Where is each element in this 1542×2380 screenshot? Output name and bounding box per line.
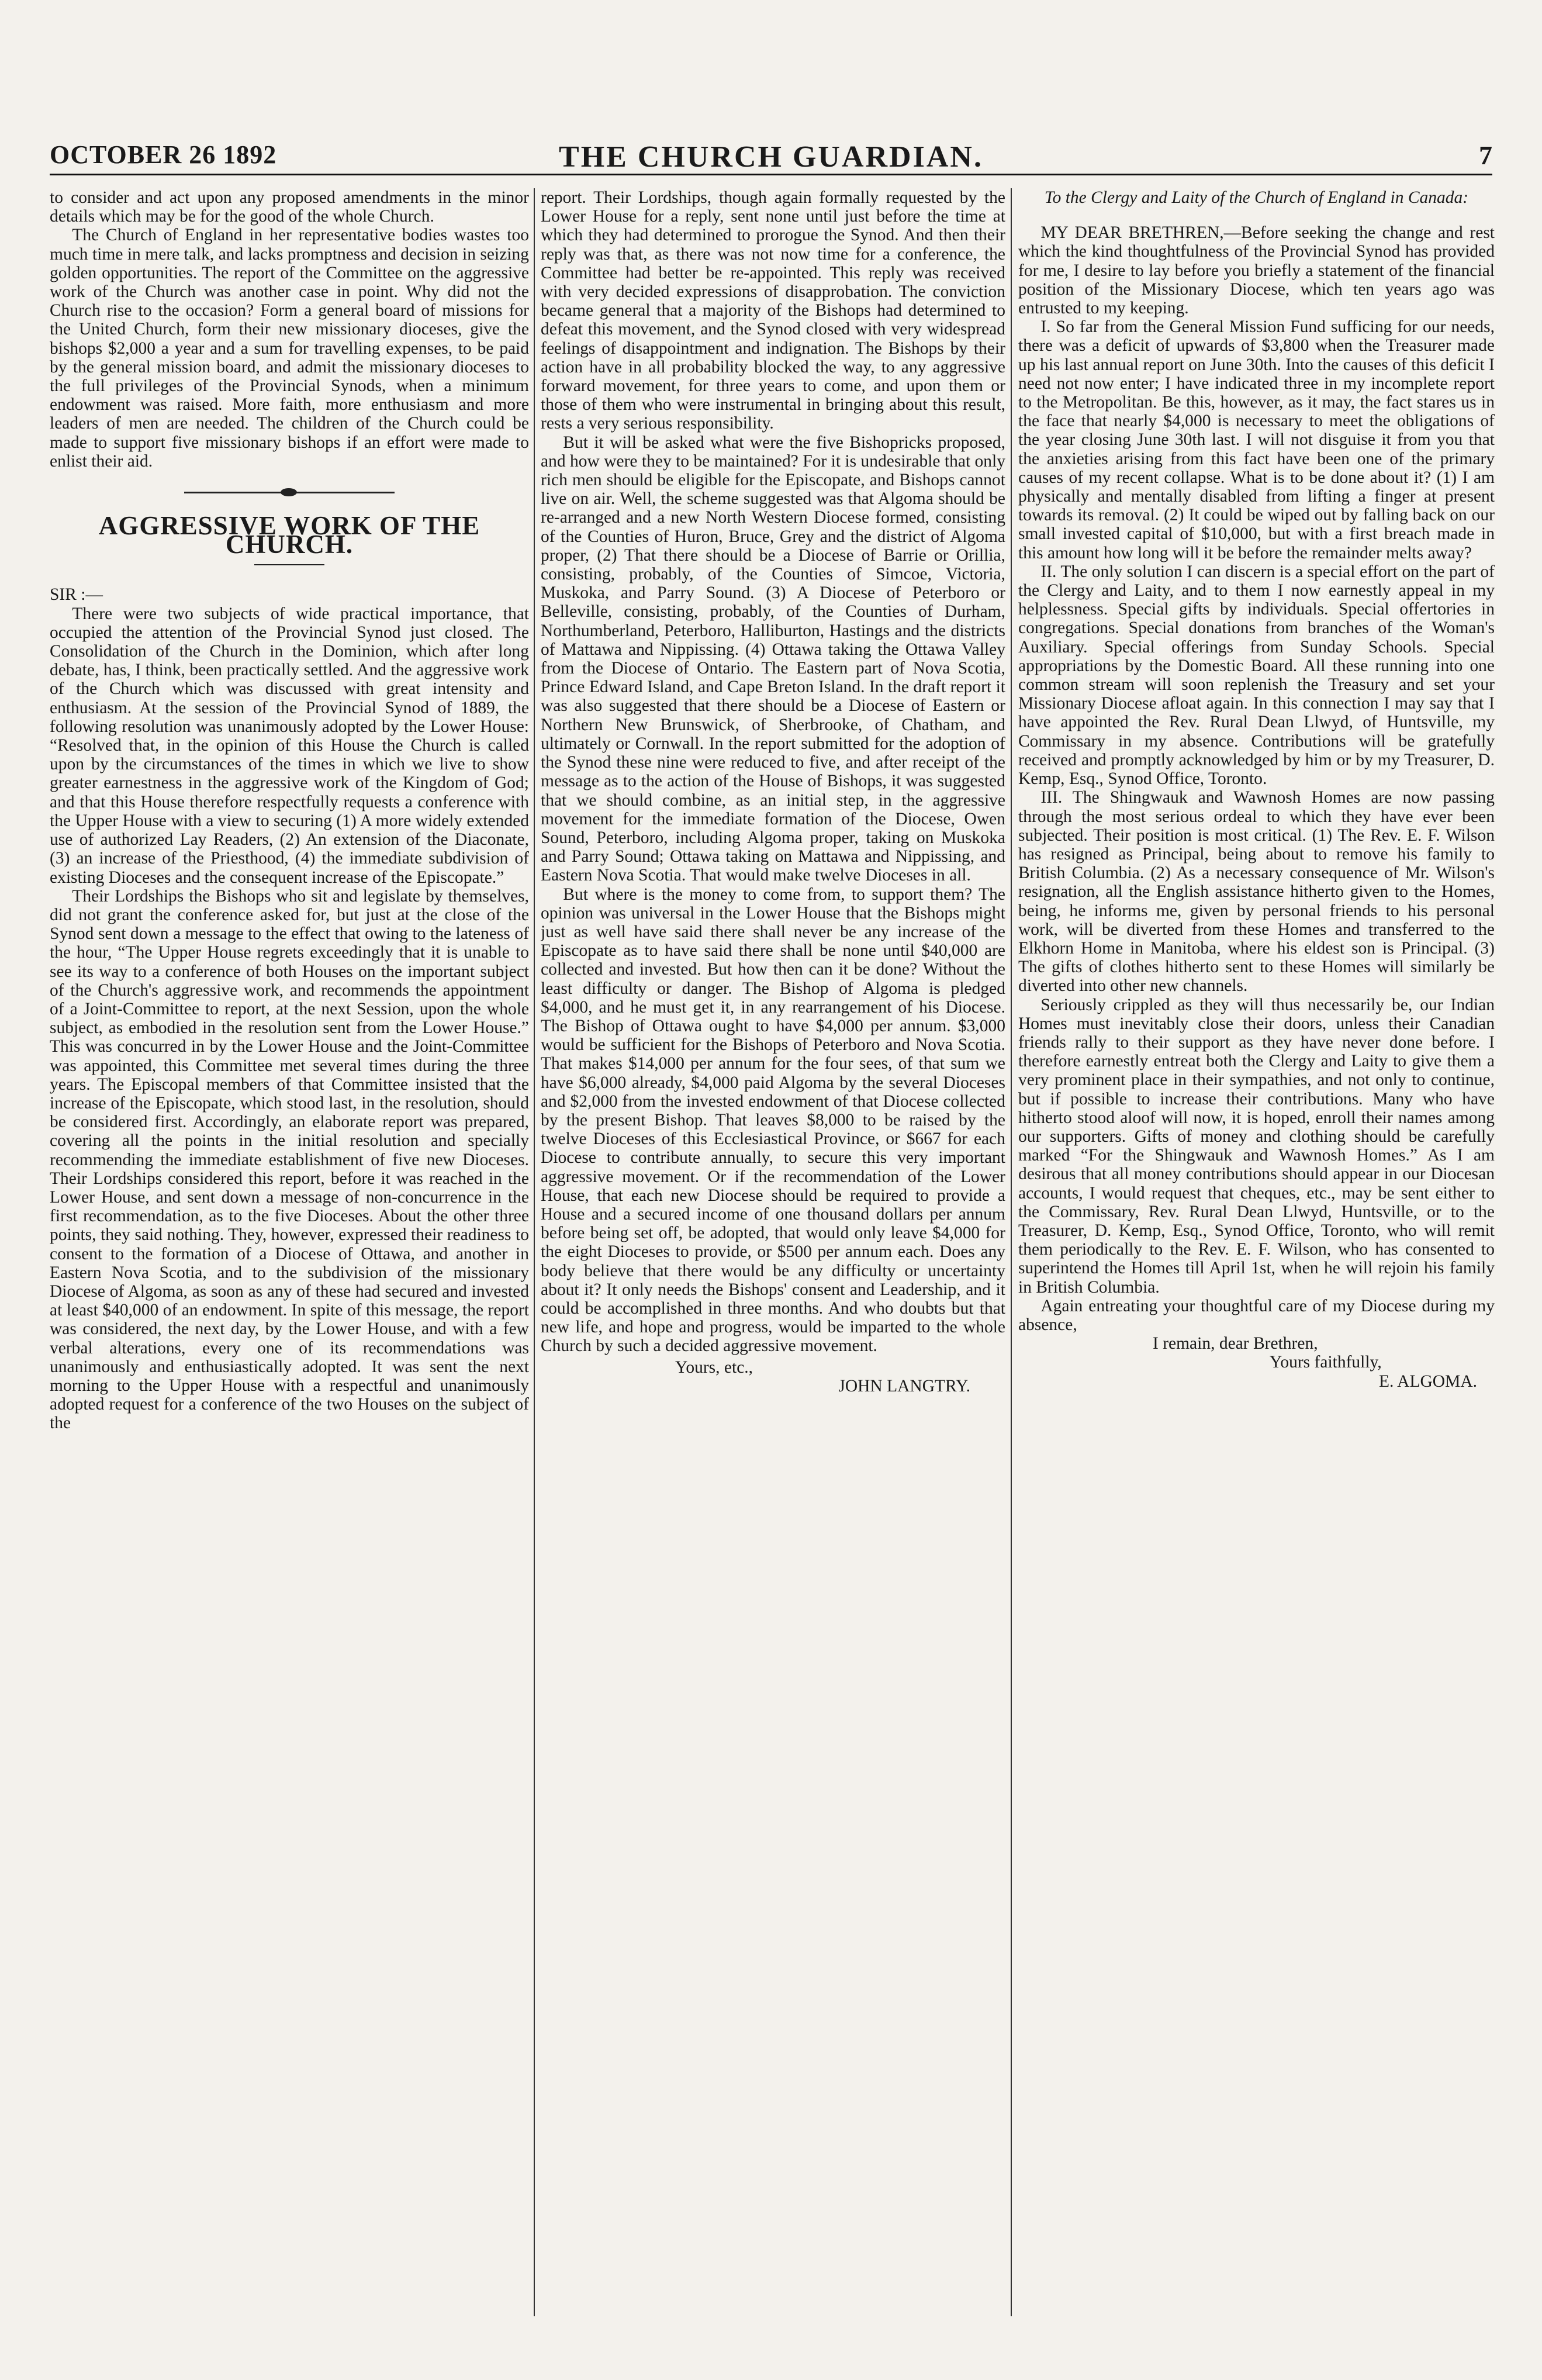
masthead	[50, 132, 1492, 175]
letter-paragraph: Their Lordships the Bishops who sit and legislate by themselves, did not grant the conference asked for, but just at the close of the Synod sent down a message to the effect that owing to the lateness of the hour, “The Upper House regrets exceedingly that it is unable to see its way to a conference of both Houses on the important subject of the Church's aggressive work, and recommends the appointment of a Joint-Committee to report, at the next Session, upon the whole subject, as embodied in the resolution sent from the Lower House.” This was concurred in by the Lower House and the Joint-Committee was appointed, this Committee met several times during the three years. The Episcopal members of that Committee insisted that the increase of the Episcopate, which stood last, in the resolution, should be considered first. Accordingly, an elaborate report was prepared, covering all the points in the initial resolution and specially recommending the immediate establishment of five new Dioceses. Their Lordships considered this report, before it was reached in the Lower House, and sent down a message of non-concurrence in the first recommendation, as to the five Dioceses. About the other three points, they said nothing. They, however, expressed their readiness to consent to the formation of a Diocese of Ottawa, and another in Eastern Nova Scotia, and to the subdivision of the missionary Diocese of Algoma, as soon as any of these had secured and invested at least $40,000 of an endowment. In spite of this message, the report was considered, the next day, by the Lower House, and with a few verbal alterations, every one of its recommendations was unanimously and enthusiastically adopted. It was sent the next morning to the Upper House with a respectful and unanimously adopted request for a conference of the two Houses on the subject of the	[50, 886, 529, 1433]
letter-paragraph: MY DEAR BRETHREN,—Before seeking the change and rest which the kind thoughtfulness of the Provincial Synod has provided for me, I desire to lay before you briefly a statement of the financial position of the Missionary Diocese, which ten years ago was entrusted to my keeping.	[1018, 223, 1495, 318]
letter-paragraph: There were two subjects of wide practical importance, that occupied the attention of the Provincial Synod just closed. The Consolidation of the Church in the Dominion, which after long debate, has, I think, been practically settled. And the aggressive work of the Church which was discussed with great intensity and enthusiasm. At the session of the Provincial Synod of 1889, the following resolution was unanimously adopted by the Lower House: “Resolved that, in the opinion of this House the Church is called upon by the circumstances of the times in which we live to show greater earnestness in the aggressive work of the Kingdom of God; and that this House therefore respectfully requests a conference with the Upper House with a view to securing (1) A more widely extended use of authorized Lay Readers, (2) An extension of the Diaconate, (3) an increase of the Priesthood, (4) the immediate subdivision of existing Dioceses and the consequent increase of the Episcopate.”	[50, 604, 529, 887]
letter-paragraph: I. So far from the General Mission Fund sufficing for our needs, there was a deficit of upwards of $3,800 when the Treasurer made up his last annual report on June 30th. Into the causes of this deficit I need not now enter; I have indicated three in my incomplete report to the Metropolitan. Be this, however, as it may, the fact stares us in the face that nearly $4,000 is necessary to meet the obligations of the year closing June 30th last. I will not disguise it from you that the anxieties arising from this fact have been one of the primary causes of my recent collapse. What is to be done about it? (1) I am physically and mentally disabled from lifting a finger at present towards its removal. (2) It could be wiped out by falling back on our small invested capital of $10,000, but with a first breach made in this amount how long will it be before the remainder melts away?	[1018, 317, 1495, 562]
letter-paragraph: Again entreating your thoughtful care of my Diocese during my absence,	[1018, 1296, 1495, 1334]
newspaper-title: THE CHURCH GUARDIAN.	[559, 140, 983, 174]
column-3	[1018, 188, 1495, 2322]
article-paragraph: to consider and act upon any proposed amendments in the minor details which may be for the good of the whole Church.	[50, 188, 529, 226]
letter-paragraph: But where is the money to come from, to support them? The opinion was universal in the Lower House that the Bishops might just as well have said there shall never be any increase of the Episcopate as to have said there shall be none until $40,000 are collected and invested. But how then can it be done? Without the least difficulty or danger. The Bishop of Algoma is pledged $4,000, and he must get it, in any rearrangement of his Diocese. The Bishop of Ottawa ought to have $4,000 per annum. $3,000 would be sufficient for the Bishops of Peterboro and Nova Scotia. That makes $14,000 per annum for the four sees, of that sum we have $6,000 already, $4,000 paid Algoma by the several Dioceses and $2,000 from the invested endowment of that Diocese collected by the present Bishop. That leaves $8,000 to be raised by the twelve Dioceses of this Ecclesiastical Province, or $667 for each Diocese to contribute annually, to secure this very important aggressive movement. Or if the recommendation of the Lower House, that each new Diocese should be required to provide a House and a secured income of one thousand dollars per annum before being set off, be adopted, that would only leave $4,000 for the eight Dioceses to provide, or $500 per annum each. Does any body believe that there would be any difficulty or uncertainty about it? It only needs the Bishops' consent and Leadership, and it could be accomplished in three months. And who doubts but that new life, and hope and progress, would be imparted to the whole Church by such a decided aggressive movement.	[541, 885, 1005, 1356]
issue-date: OCTOBER 26 1892	[50, 140, 277, 169]
column-divider	[534, 188, 535, 2316]
letter-paragraph: Seriously crippled as they will thus necessarily be, our Indian Homes must inevitably close their doors, unless their Canadian friends rally to their support as they have never done before. I therefore earnestly entreat both the Clergy and Laity to give them a very prominent place in their sympathies, and not only to continue, but if possible to increase their contributions. Many who have hitherto stood aloof will now, it is hoped, enroll their names among our supporters. Gifts of money and clothing should be carefully marked “For the Shingwauk and Wawnosh Homes.” As I am desirous that all money contributions should appear in our Diocesan accounts, I would request that cheques, etc., may be sent either to the Commissary, Rev. Rural Dean Llwyd, Huntsville, or to the Treasurer, D. Kemp, Esq., Synod Office, Toronto, who will remit them periodically to the Rev. E. F. Wilson, who has consented to superintend the Homes till April 1st, when he will rejoin his family in British Columbia.	[1018, 995, 1495, 1297]
letter-closing: Yours, etc.,	[675, 1357, 753, 1377]
letter-paragraph: II. The only solution I can discern is a special effort on the part of the Clergy and Laity, and to them I now earnestly appeal in my helplessness. Special gifts by individuals. Special offertories in congregations. Special donations from branches of the Woman's Auxiliary. Special offerings from Sunday Schools. Special appropriations by the Domestic Board. All these running into one common stream will soon replenish the Treasury and set your Missionary Diocese afloat again. In this connection I may say that I have appointed the Rev. Rural Dean Llwyd, of Huntsville, my Commissary in my absence. Contributions will be gratefully received and promptly acknowledged by him or by my Treasurer, D. Kemp, Esq., Synod Office, Toronto.	[1018, 562, 1495, 789]
column-2	[541, 188, 1005, 2322]
page-number: 7	[1479, 140, 1492, 170]
letter-salutation: SIR :—	[50, 585, 103, 605]
letter-paragraph: report. Their Lordships, though again formally requested by the Lower House for a reply, sent none until just before the time at which they had determined to prorogue the Synod. And then their reply was that, as there was not now time for a conference, the Committee had better be re-appointed. This reply was received with very decided expressions of disapprobation. The conviction became general that a majority of the Bishops had determined to defeat this movement, and the Synod closed with very widespread feelings of disappointment and indignation. The Bishops by their action have in all probability blocked the way, to any aggressive forward movement, for three years to come, and upon them or those of them who were instrumental in bringing about this result, rests a very serious responsibility.	[541, 188, 1005, 433]
letter-paragraph: III. The Shingwauk and Wawnosh Homes are now passing through the most serious ordeal to which they have ever been subjected. Their position is most critical. (1) The Rev. E. F. Wilson has resigned as Principal, being about to remove his family to British Columbia. (2) As a necessary consequence of Mr. Wilson's resignation, all the English assistance hitherto given to the Homes, being, he informs me, given by personal friends to his personal work, will be diverted from these Homes and transferred to the Elkhorn Home in Manitoba, where his eldest son is Principal. (3) The gifts of clothes hitherto sent to these Homes will similarly be diverted into other new channels.	[1018, 788, 1495, 996]
letter-signature: JOHN LANGTRY.	[838, 1376, 970, 1395]
column-divider	[1011, 188, 1012, 2316]
section-title: AGGRESSIVE WORK OF THE CHURCH.	[98, 511, 480, 559]
letter-paragraph: But it will be asked what were the five Bishopricks proposed, and how were they to be maintained? For it is undesirable that only rich men should be eligible for the Episcopate, and Bishops cannot live on air. Well, the scheme suggested was that Algoma should be re-arranged and a new North Western Diocese formed, consisting of the Counties of Huron, Bruce, Grey and the district of Algoma proper, (2) That there should be a Diocese of Barrie or Orillia, consisting, probably, of the Counties of Simcoe, Victoria, Muskoka, and Parry Sound. (3) A Diocese of Peterboro or Belleville, consisting, probably, of the Counties of Durham, Northumberland, Peterboro, Halliburton, Hastings and the districts of Mattawa and Nippissing. (4) Ottawa taking the Ottawa Valley from the Diocese of Ontario. The Eastern part of Nova Scotia, Prince Edward Island, and Cape Breton Island. In the draft report it was also suggested that there should be a Diocese of Eastern or Northern New Brunswick, of Sherbrooke, of Chatham, and ultimately or Cornwall. In the report submitted for the adoption of the Synod these nine were reduced to five, and after receipt of the message as to the action of the House of Bishops, it was suggested that we should combine, as an initial step, in the aggressive movement for the immediate formation of the Diocese, Owen Sound, Peterboro, including Algoma proper, taking on Muskoka and Parry Sound; Ottawa taking on Mattawa and Nippissing, and Eastern Nova Scotia. That would make twelve Dioceses in all.	[541, 433, 1005, 885]
letter-closing: Yours faithfully,	[1270, 1353, 1382, 1372]
letter-closing: I remain, dear Brethren,	[1153, 1334, 1318, 1353]
letter-address: To the Clergy and Laity of the Church of England in Canada:	[1044, 188, 1469, 207]
title-underline	[254, 564, 324, 565]
article-paragraph: The Church of England in her representative bodies wastes too much time in mere talk, and lacks promptness and decision in seizing golden opportunities. The report of the Committee on the aggressive work of the Church was another case in point. Why did not the Church rise to the occasion? Form a general board of missions for the United Church, form their new missionary dioceses, give the bishops $2,000 a year and a sum for travelling expenses, to be paid by the general mission board, and admit the missionary dioceses to the full privileges of the Provincial Synods, when a minimum endowment was raised. More faith, more enthusiasm and more leaders of men are needed. The children of the Church could be made to support five missionary bishops if an effort were made to enlist their aid.	[50, 226, 529, 471]
letter-signature: E. ALGOMA.	[1379, 1372, 1477, 1391]
column-1	[50, 188, 529, 2322]
ornamental-rule	[50, 488, 529, 496]
